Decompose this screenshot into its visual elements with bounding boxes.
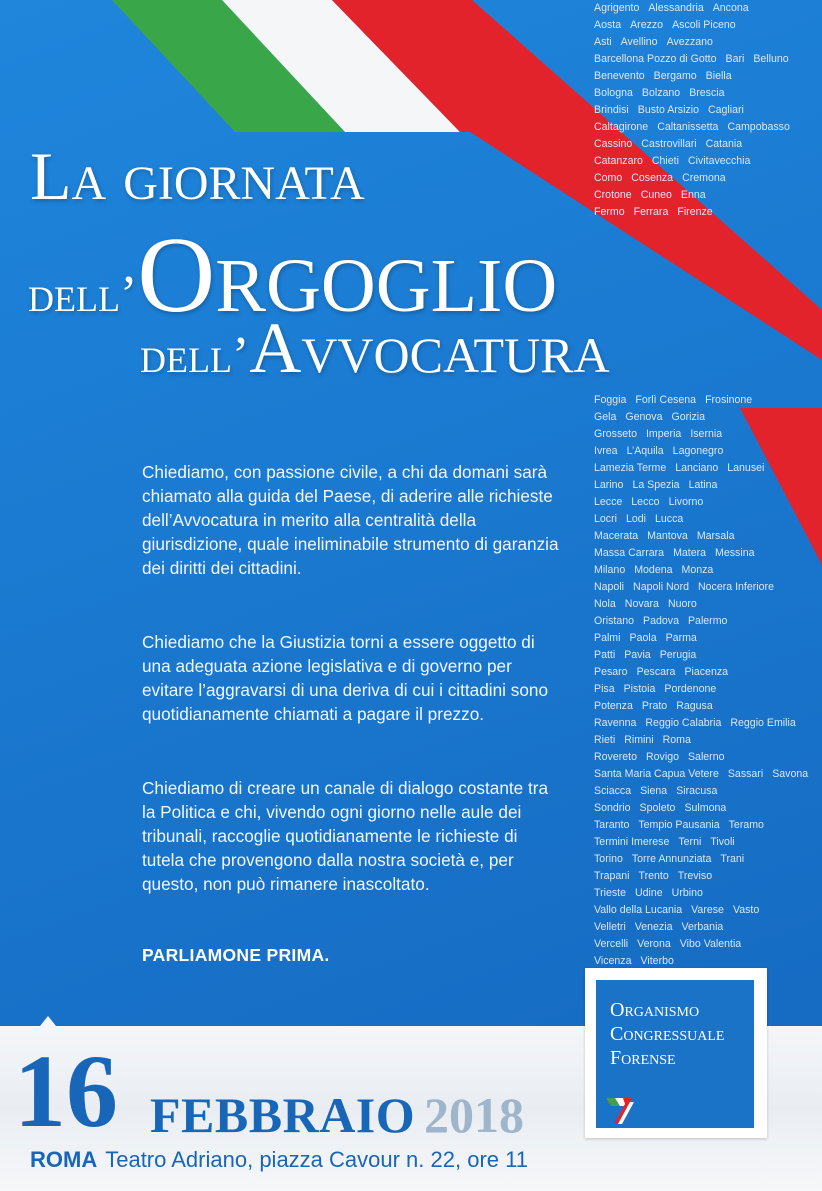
city-name: Castrovillari xyxy=(641,138,697,150)
city-name: Viterbo xyxy=(640,955,674,967)
city-row xyxy=(594,681,822,698)
title-line-2-prefix: dell’ xyxy=(28,266,138,323)
city-name: Treviso xyxy=(677,870,713,882)
city-name: Cosenza xyxy=(631,172,674,184)
city-name: Milano xyxy=(594,564,626,576)
city-row xyxy=(594,647,822,664)
city-name: Busto Arsizio xyxy=(637,104,699,116)
city-name: Belluno xyxy=(753,53,789,65)
city-name: Forlì Cesena xyxy=(635,394,697,406)
city-name: Padova xyxy=(643,615,679,627)
city-name: Ancona xyxy=(712,2,749,14)
event-venue xyxy=(30,1147,528,1173)
city-name: Brescia xyxy=(689,87,725,99)
city-name: Tivoli xyxy=(710,836,735,848)
city-name: Bolzano xyxy=(641,87,681,99)
logo-text xyxy=(610,998,724,1070)
city-name: Catanzaro xyxy=(594,155,643,167)
city-name: Taranto xyxy=(594,819,630,831)
city-name: Lanciano xyxy=(675,462,719,474)
city-name: Barcellona Pozzo di Gotto xyxy=(594,53,717,65)
city-name: Ferrara xyxy=(633,206,669,218)
city-name: Cassino xyxy=(594,138,633,150)
city-row xyxy=(594,187,822,204)
city-name: Nocera Inferiore xyxy=(698,581,774,593)
city-name: Brindisi xyxy=(594,104,629,116)
city-name: Prato xyxy=(641,700,668,712)
city-name: Salerno xyxy=(687,751,725,763)
event-day: 16 xyxy=(14,1034,118,1149)
city-name: Savona xyxy=(772,768,809,780)
city-name: Genova xyxy=(625,411,663,423)
city-name: Pistoia xyxy=(623,683,656,695)
city-name: Grosseto xyxy=(594,428,637,440)
city-name: Udine xyxy=(634,887,663,899)
city-name: Aosta xyxy=(594,19,622,31)
city-row xyxy=(594,0,822,17)
city-name: Lanusei xyxy=(727,462,765,474)
city-row xyxy=(594,426,822,443)
city-name: Larino xyxy=(594,479,624,491)
city-name: Lodi xyxy=(625,513,646,525)
city-row xyxy=(594,136,822,153)
city-row xyxy=(594,715,822,732)
city-name: Sassari xyxy=(727,768,764,780)
title-line-3-prefix: dell’ xyxy=(140,327,250,384)
city-name: Cagliari xyxy=(708,104,744,116)
city-name: Modena xyxy=(634,564,673,576)
city-name: Teramo xyxy=(728,819,764,831)
city-name: Nuoro xyxy=(667,598,697,610)
city-name: Frosinone xyxy=(705,394,753,406)
city-name: Potenza xyxy=(594,700,633,712)
city-name: Palmi xyxy=(594,632,621,644)
city-list-bottom xyxy=(594,392,822,970)
city-row xyxy=(594,170,822,187)
title-avvocatura: Avvocatura xyxy=(249,308,610,388)
city-name: Isernia xyxy=(690,428,723,440)
city-name: Civitavecchia xyxy=(687,155,751,167)
city-name: Locri xyxy=(594,513,617,525)
band-notch xyxy=(0,1010,80,1030)
city-name: Sciacca xyxy=(594,785,632,797)
city-name: Paola xyxy=(629,632,657,644)
city-row xyxy=(594,766,822,783)
city-name: Cremona xyxy=(682,172,726,184)
city-name: Como xyxy=(594,172,623,184)
title-orgoglio: Orgoglio xyxy=(137,216,558,335)
city-name: Santa Maria Capua Vetere xyxy=(594,768,719,780)
city-name: Velletri xyxy=(594,921,626,933)
city-name: Vercelli xyxy=(594,938,629,950)
city-name: Rimini xyxy=(624,734,654,746)
city-name: Sulmona xyxy=(684,802,727,814)
city-row xyxy=(594,68,822,85)
paragraph-1: Chiediamo, con passione civile, a chi da domani sarà chiamato alla guida del Paese, di aderire alle richieste dell’Avvocatura in merito alla centralità della giurisdizione, quale ineliminabile strumento di garanzia dei diritti dei cittadini. xyxy=(142,462,559,578)
city-name: Lagonegro xyxy=(672,445,724,457)
city-name: Nola xyxy=(594,598,616,610)
city-name: Novara xyxy=(624,598,659,610)
city-row xyxy=(594,732,822,749)
city-name: Rovigo xyxy=(646,751,679,763)
city-list-top xyxy=(594,0,822,221)
city-row xyxy=(594,51,822,68)
logo-line-3: Forense xyxy=(610,1047,676,1069)
city-name: Roma xyxy=(662,734,691,746)
city-name: Marsala xyxy=(696,530,735,542)
paragraph-3: Chiediamo di creare un canale di dialogo costante tra la Politica e chi, vivendo ogni giorno nelle aule dei tribunali, raccoglie quotidianamente le richieste di tutela che provengono dalla nostra società e, per questo, non può rimanere inascoltato. xyxy=(142,778,549,894)
title-line-1-text: La giornata xyxy=(30,138,365,214)
city-name: Urbino xyxy=(671,887,703,899)
city-row xyxy=(594,17,822,34)
city-name: Perugia xyxy=(659,649,697,661)
city-name: Agrigento xyxy=(594,2,640,14)
city-name: Patti xyxy=(594,649,616,661)
logo-line-1: Organismo xyxy=(610,999,700,1021)
city-name: Lucca xyxy=(655,513,684,525)
city-name: Rovereto xyxy=(594,751,637,763)
city-name: Lecco xyxy=(631,496,660,508)
city-row xyxy=(594,698,822,715)
city-row xyxy=(594,85,822,102)
city-name: Matera xyxy=(673,547,707,559)
city-row xyxy=(594,511,822,528)
city-name: Campobasso xyxy=(727,121,790,133)
city-name: Messina xyxy=(715,547,755,559)
paragraph-2: Chiediamo che la Giustizia torni a essere oggetto di una adeguata azione legislativa e di governo per evitare l’aggravarsi di una deriva di cui i cittadini sono quotidianamente chiamati a pagare il prezzo. xyxy=(142,632,549,724)
city-name: Catania xyxy=(705,138,743,150)
city-name: Ravenna xyxy=(594,717,637,729)
city-name: Piacenza xyxy=(684,666,729,678)
city-name: Pavia xyxy=(624,649,651,661)
city-name: Pordenone xyxy=(664,683,717,695)
city-name: Vallo della Lucania xyxy=(594,904,683,916)
city-name: Rieti xyxy=(594,734,616,746)
event-month: FEBBRAIO xyxy=(150,1087,416,1143)
city-row xyxy=(594,443,822,460)
city-name: Reggio Emilia xyxy=(730,717,796,729)
city-name: Latina xyxy=(688,479,718,491)
city-name: Venezia xyxy=(634,921,673,933)
city-name: Arezzo xyxy=(630,19,664,31)
city-name: Lecce xyxy=(594,496,623,508)
city-row xyxy=(594,392,822,409)
tricolor-mark-icon xyxy=(606,1098,636,1124)
city-name: Sondrio xyxy=(594,802,631,814)
city-name: Trapani xyxy=(594,870,630,882)
city-name: Varese xyxy=(691,904,724,916)
city-name: Parma xyxy=(665,632,697,644)
city-name: Massa Carrara xyxy=(594,547,665,559)
city-row xyxy=(594,34,822,51)
city-name: Ivrea xyxy=(594,445,618,457)
city-name: Imperia xyxy=(645,428,682,440)
city-row xyxy=(594,664,822,681)
city-row xyxy=(594,596,822,613)
city-name: Alessandria xyxy=(648,2,704,14)
logo-line-2: Congressuale xyxy=(610,1023,725,1045)
closing-statement: PARLIAMONE PRIMA. xyxy=(142,945,330,965)
city-name: Vibo Valentia xyxy=(679,938,742,950)
city-row xyxy=(594,153,822,170)
city-name: Trieste xyxy=(594,887,626,899)
city-name: Palermo xyxy=(687,615,728,627)
city-name: Crotone xyxy=(594,189,632,201)
city-name: Ascoli Piceno xyxy=(672,19,736,31)
venue-city: ROMA xyxy=(30,1147,98,1172)
city-name: Caltanissetta xyxy=(657,121,719,133)
city-name: Ragusa xyxy=(676,700,713,712)
city-name: L’Aquila xyxy=(626,445,664,457)
city-name: Gela xyxy=(594,411,617,423)
city-row xyxy=(594,562,822,579)
city-name: Pisa xyxy=(594,683,615,695)
city-name: Oristano xyxy=(594,615,635,627)
city-name: Benevento xyxy=(594,70,645,82)
logo-panel xyxy=(596,980,754,1128)
city-name: Fermo xyxy=(594,206,625,218)
city-row xyxy=(594,545,822,562)
city-name: Caltagirone xyxy=(594,121,649,133)
city-name: Termini Imerese xyxy=(594,836,670,848)
city-name: Verbania xyxy=(681,921,724,933)
city-name: Trento xyxy=(638,870,669,882)
title-line-1 xyxy=(30,138,365,214)
city-row xyxy=(594,749,822,766)
city-row xyxy=(594,204,822,221)
city-name: Bari xyxy=(725,53,745,65)
title-line-3 xyxy=(140,308,610,388)
city-name: Pesaro xyxy=(594,666,628,678)
city-name: Macerata xyxy=(594,530,639,542)
city-name: Asti xyxy=(594,36,612,48)
city-row xyxy=(594,102,822,119)
city-row xyxy=(594,477,822,494)
city-row xyxy=(594,494,822,511)
city-name: Gorizia xyxy=(671,411,706,423)
city-name: Foggia xyxy=(594,394,627,406)
city-row xyxy=(594,119,822,136)
city-row xyxy=(594,868,822,885)
city-name: Pescara xyxy=(636,666,676,678)
event-year: 2018 xyxy=(424,1087,524,1143)
city-name: Vicenza xyxy=(594,955,632,967)
city-name: Bergamo xyxy=(653,70,697,82)
city-name: Chieti xyxy=(651,155,679,167)
city-row xyxy=(594,528,822,545)
city-name: Firenze xyxy=(677,206,713,218)
city-row xyxy=(594,936,822,953)
city-name: Monza xyxy=(681,564,714,576)
city-row xyxy=(594,409,822,426)
city-name: Siracusa xyxy=(676,785,718,797)
city-row xyxy=(594,885,822,902)
city-name: Avezzano xyxy=(666,36,713,48)
city-row xyxy=(594,630,822,647)
city-row xyxy=(594,579,822,596)
city-name: Napoli Nord xyxy=(633,581,689,593)
ocf-logo xyxy=(585,968,767,1138)
city-name: Cuneo xyxy=(640,189,672,201)
city-row xyxy=(594,851,822,868)
city-row xyxy=(594,800,822,817)
city-name: Verona xyxy=(637,938,671,950)
city-row xyxy=(594,834,822,851)
city-row xyxy=(594,613,822,630)
city-name: Siena xyxy=(640,785,668,797)
city-name: Livorno xyxy=(668,496,704,508)
city-name: Mantova xyxy=(647,530,688,542)
city-row xyxy=(594,460,822,477)
city-row xyxy=(594,902,822,919)
city-name: Enna xyxy=(680,189,706,201)
city-name: Reggio Calabria xyxy=(645,717,722,729)
city-name: Avellino xyxy=(620,36,658,48)
city-name: Terni xyxy=(678,836,702,848)
city-name: Torino xyxy=(594,853,623,865)
venue-address: Teatro Adriano, piazza Cavour n. 22, ore 11 xyxy=(105,1147,528,1172)
city-name: Trani xyxy=(720,853,745,865)
city-name: Biella xyxy=(705,70,732,82)
city-name: Napoli xyxy=(594,581,625,593)
city-name: Vasto xyxy=(732,904,760,916)
city-row xyxy=(594,817,822,834)
city-name: Torre Annunziata xyxy=(631,853,712,865)
city-name: La Spezia xyxy=(632,479,680,491)
city-name: Spoleto xyxy=(639,802,676,814)
city-row xyxy=(594,919,822,936)
city-name: Tempio Pausania xyxy=(638,819,720,831)
city-name: Bologna xyxy=(594,87,633,99)
city-row xyxy=(594,783,822,800)
city-name: Lamezia Terme xyxy=(594,462,667,474)
